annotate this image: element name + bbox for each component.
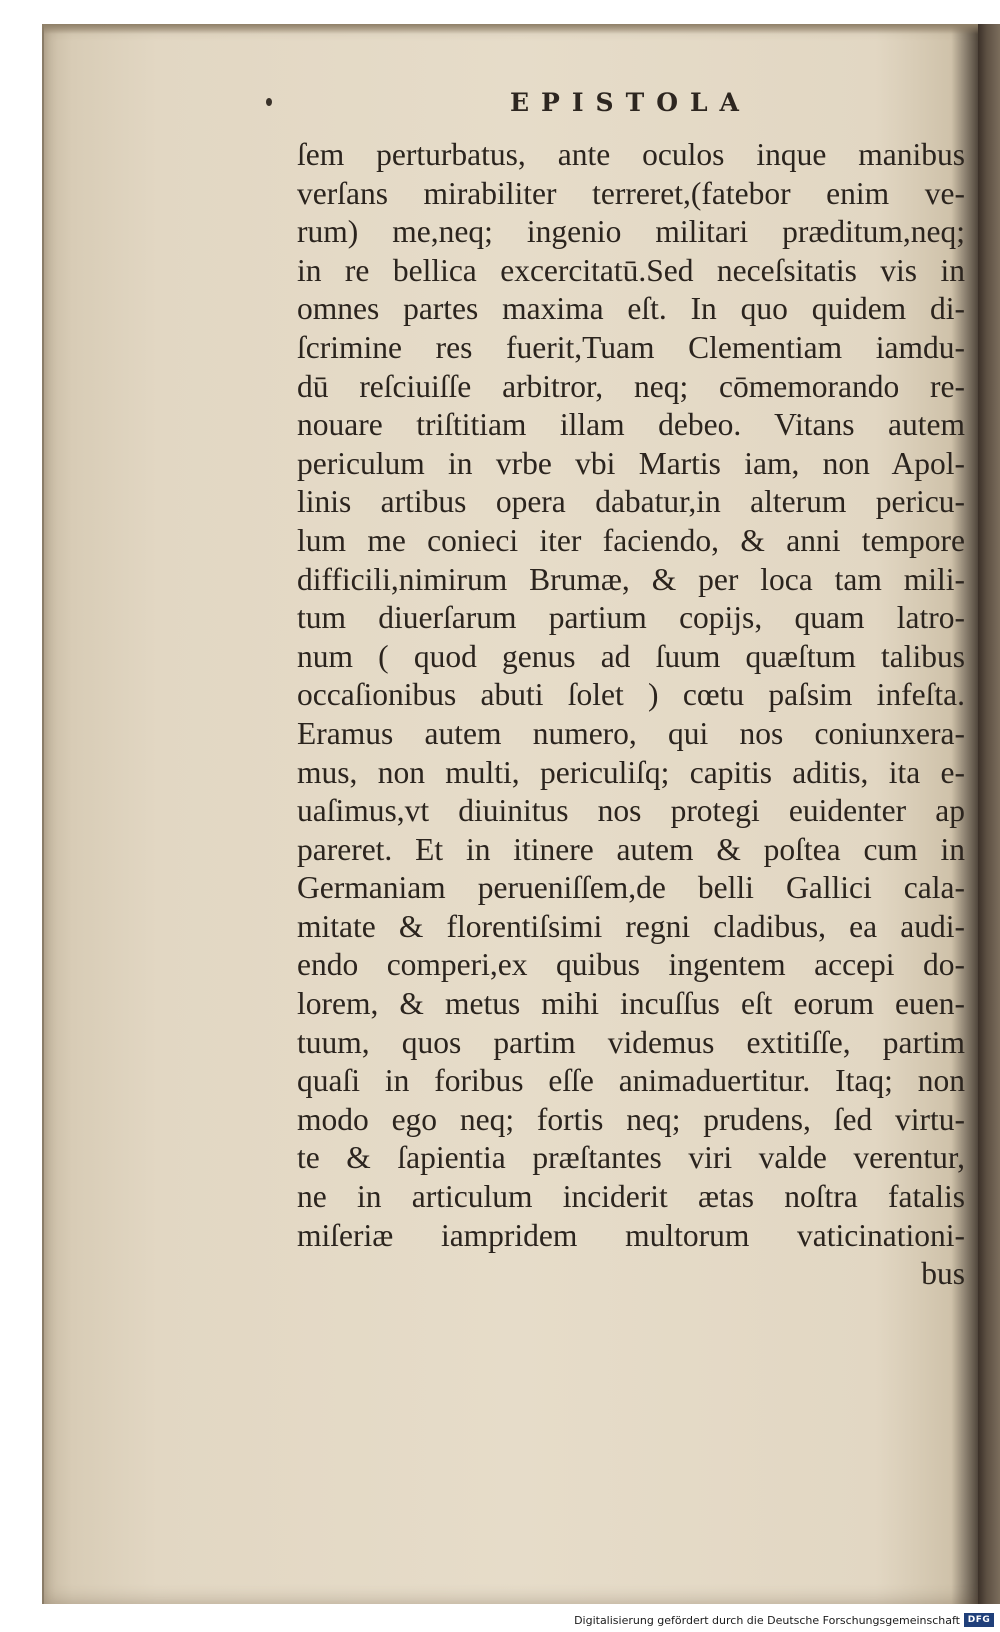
text-line: tuum, quos partim videmus extitiſſe, partim: [297, 1024, 965, 1060]
text-line: Eramus autem numero, qui nos coniunxera-: [297, 715, 965, 751]
text-line: tum diuerſarum partium copijs, quam latro-: [297, 600, 965, 636]
text-line: modo ego neq; fortis neq; prudens, ſed virtu-: [297, 1101, 965, 1137]
text-line: mitate & florentiſsimi regni cladibus, ea audi-: [297, 908, 965, 944]
body-text: [297, 136, 965, 1294]
text-line: num ( quod genus ad ſuum quæſtum talibus: [297, 638, 965, 674]
text-line: mus, non multi, periculiſq; capitis aditis, ita e-: [297, 754, 965, 790]
text-line: verſans mirabiliter terreret,(fatebor enim ve-: [297, 175, 965, 211]
footer-credit: Digitalisierung gefördert durch die Deutsche Forschungsgemeinschaft: [574, 1614, 960, 1627]
running-head: EPISTOLA: [510, 88, 751, 117]
text-line: omnes partes maxima eſt. In quo quidem di-: [297, 291, 965, 327]
text-line: rum) me,neq; ingenio militari præditum,neq;: [297, 214, 965, 250]
text-line: dū reſciuiſſe arbitror, neq; cōmemorando re-: [297, 368, 965, 404]
text-line: ſem perturbatus, ante oculos inque manibus: [297, 137, 965, 172]
text-line: Germaniam perueniſſem,de belli Gallici cala-: [297, 870, 965, 906]
text-line: ne in articulum inciderit ætas noſtra fatalis: [297, 1179, 965, 1215]
text-line: linis artibus opera dabatur,in alterum pericu-: [297, 484, 965, 520]
text-line: periculum in vrbe vbi Martis iam, non Apol-: [297, 445, 965, 481]
text-line: te & ſapientia præſtantes viri valde verentur,: [297, 1140, 965, 1176]
text-line: occaſionibus abuti ſolet ) cœtu paſsim infeſta.: [297, 677, 965, 713]
text-line: lum me conieci iter faciendo, & anni tempore: [297, 522, 965, 558]
text-line: in re bellica excercitatū.Sed neceſsitatis vis in: [297, 252, 965, 288]
dfg-logo: DFG: [964, 1613, 994, 1627]
text-line: lorem, & metus mihi incuſſus eſt eorum euen-: [297, 986, 965, 1022]
page-top-shadow: [42, 24, 987, 34]
catchword: bus: [921, 1256, 965, 1292]
text-line: miſeriæ iampridem multorum vaticinationi-: [297, 1217, 965, 1253]
book-spine-edge: [978, 24, 1000, 1604]
text-line: endo comperi,ex quibus ingentem accepi do-: [297, 947, 965, 983]
text-line: ſcrimine res fuerit,Tuam Clementiam iamdu-: [297, 329, 965, 365]
text-line: pareret. Et in itinere autem & poſtea cum in: [297, 831, 965, 867]
text-line: nouare triſtitiam illam debeo. Vitans autem: [297, 407, 965, 443]
ink-dot-mark: [266, 98, 272, 106]
text-line: quaſi in foribus eſſe animaduertitur. Itaq; non: [297, 1063, 965, 1099]
text-line: uaſimus,vt diuinitus nos protegi euidenter ap: [297, 793, 965, 829]
text-line: difficili,nimirum Brumæ, & per loca tam mili-: [297, 561, 965, 597]
